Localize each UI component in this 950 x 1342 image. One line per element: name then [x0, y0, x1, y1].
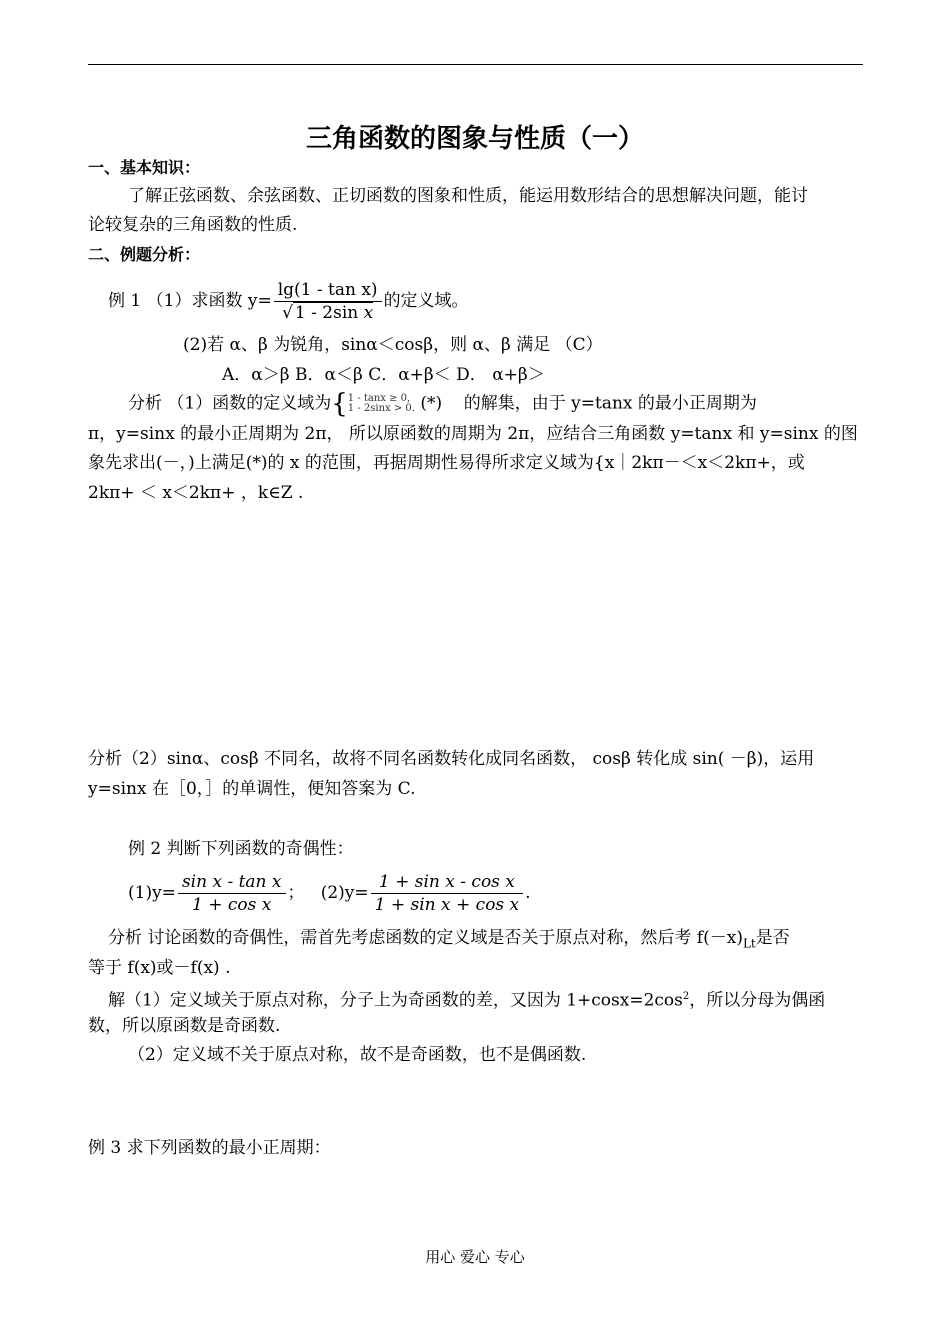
- function-2-numerator: 1 + sin x - cos x: [371, 871, 524, 894]
- example-1-question-1: [108, 276, 469, 326]
- example-1-question-2: (2)若 α、β 为锐角，sinα＜cosβ，则 α、β 满足 （C）: [183, 335, 603, 355]
- example-1-denominator-text: 1 - 2sin: [294, 303, 364, 323]
- solution-text: 解（1）定义域关于原点对称，分子上为奇函数的差，又因为 1+cosx=2cos: [108, 990, 683, 1011]
- example-1-analysis-line-2: π，y=sinx 的最小正周期为 2π， 所以原函数的周期为 2π，应结合三角函数 y=tanx 和 y=sinx 的图: [88, 424, 858, 444]
- solution-end: ，所以分母为偶函: [689, 990, 826, 1011]
- inequality-system: [348, 394, 415, 414]
- function-1-fraction: [178, 871, 286, 916]
- inequality-row-2: 1 - 2sinx > 0.: [347, 403, 415, 414]
- function-2-denominator: 1 + sin x + cos x: [374, 895, 520, 915]
- example-1-analysis-line-4: 2kπ+ ＜ x＜2kπ+ ，k∈Z .: [88, 483, 304, 503]
- example-1-numerator: lg(1 - tan x): [274, 279, 382, 302]
- example-1-denominator: √ 1 - 2sin x: [282, 303, 374, 323]
- example-2-analysis-subscript: Lt: [742, 936, 756, 951]
- example-2-analysis-text: 分析 讨论函数的奇偶性，需首先考虑函数的定义域是否关于原点对称，然后考 f(－x): [108, 928, 743, 948]
- analysis-1-mark: (*): [420, 393, 443, 414]
- analysis-1-rest: 的解集，由于 y=tanx 的最小正周期为: [463, 393, 757, 414]
- example-1-denominator-var: x: [363, 303, 374, 323]
- example-2-analysis-line-2: 等于 f(x)或－f(x) .: [88, 958, 231, 978]
- function-2-fraction: [371, 871, 524, 916]
- function-1-numerator: sin x - tan x: [178, 871, 286, 894]
- page-title: 三角函数的图象与性质（一）: [305, 124, 644, 154]
- inequality-row-1: 1 - tanx ≥ 0,: [347, 393, 411, 404]
- example-1-analysis-2-line-1: 分析（2）sinα、cosβ 不同名，故将不同名函数转化成同名函数， cosβ 转化成 sin( －β)，运用: [88, 749, 815, 769]
- header-rule: [88, 64, 863, 65]
- function-1-denominator: 1 + cos x: [192, 895, 272, 915]
- example-1-analysis-line-1: [128, 391, 757, 417]
- function-1-prefix: (1)y=: [128, 883, 176, 903]
- example-1-analysis-2-line-2: y=sinx 在［0，］的单调性，便知答案为 C.: [88, 779, 416, 799]
- basic-knowledge-text-line-2: 论较复杂的三角函数的性质.: [88, 215, 298, 235]
- analysis-1-prefix: 分析 （1）函数的定义域为: [128, 393, 332, 414]
- example-1-prefix: 例 1 （1）求函数 y=: [108, 291, 272, 311]
- section-basic-knowledge-heading: 一、基本知识：: [88, 158, 201, 177]
- page-footer: 用心 爱心 专心: [425, 1248, 525, 1266]
- function-2-end: .: [525, 883, 531, 903]
- example-1-suffix: 的定义域。: [383, 291, 469, 311]
- example-2-analysis-end: 是否: [755, 928, 790, 948]
- example-1-analysis-line-3: 象先求出(－，)上满足(*)的 x 的范围，再据周期性易得所求定义域为{x｜2kπ－＜x＜2kπ+，或: [88, 453, 805, 473]
- example-2-solution-line-2: 数，所以原函数是奇函数.: [88, 1016, 281, 1036]
- example-3-title: 例 3 求下列函数的最小正周期：: [88, 1138, 331, 1158]
- example-2-solution-line-1: [108, 985, 825, 1013]
- function-separator: ；: [287, 883, 305, 903]
- example-2-title: 例 2 判断下列函数的奇偶性：: [128, 839, 354, 859]
- example-2-solution-line-3: （2）定义域不关于原点对称，故不是奇函数，也不是偶函数.: [128, 1045, 587, 1065]
- example-2-functions: [128, 866, 531, 920]
- function-2-prefix: (2)y=: [320, 883, 369, 903]
- system-brace-icon: {: [331, 389, 348, 419]
- section-examples-heading: 二、例题分析：: [88, 245, 201, 264]
- example-1-fraction: [274, 279, 382, 324]
- example-2-analysis-line-1: [108, 926, 790, 955]
- solution-superscript: 2: [682, 991, 690, 1002]
- basic-knowledge-text-line-1: 了解正弦函数、余弦函数、正切函数的图象和性质，能运用数形结合的思想解决问题，能讨: [128, 186, 808, 206]
- example-1-options: A．α＞β B．α＜β C．α+β＜ D． α+β＞: [222, 365, 545, 385]
